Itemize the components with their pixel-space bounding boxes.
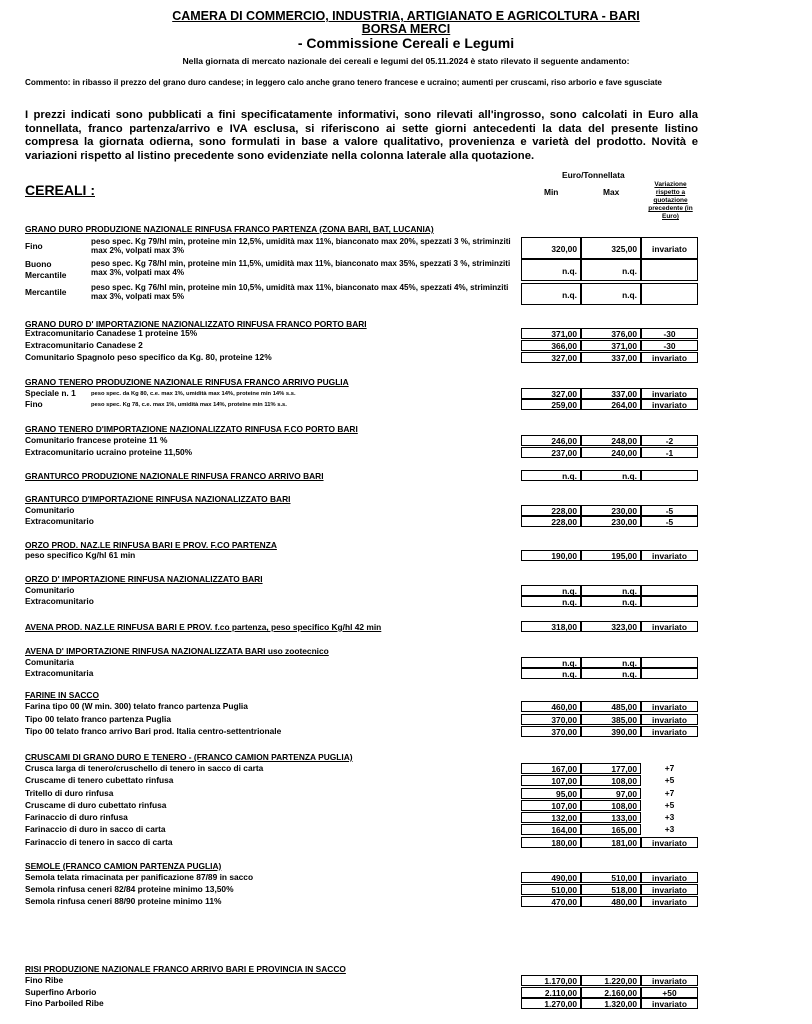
min-price-cell: 327,00 (521, 352, 581, 363)
variation-cell: invariato (641, 237, 698, 259)
max-price-cell: 195,00 (581, 550, 641, 561)
row-description: peso spec. Kg 78, c.e. max 1%, umidità max 14%, proteine min 11% s.s. (91, 402, 287, 408)
min-price-cell: 164,00 (521, 824, 581, 835)
variation-cell (641, 259, 698, 281)
max-price-cell: 325,00 (581, 237, 641, 259)
table-row (25, 975, 698, 986)
variation-cell: +3 (664, 824, 675, 834)
unit-header: Euro/Tonnellata (562, 170, 625, 180)
max-price-cell: 480,00 (581, 896, 641, 907)
max-price-cell: 165,00 (581, 824, 641, 835)
min-price-cell: 490,00 (521, 872, 581, 883)
row-label: Comunitario (25, 585, 75, 595)
max-price-cell: n.q. (581, 596, 641, 607)
variation-cell: invariato (641, 714, 698, 725)
table-row (25, 596, 698, 607)
max-price-cell: 390,00 (581, 726, 641, 737)
table-row (25, 701, 698, 712)
min-price-cell: 371,00 (521, 328, 581, 339)
table-row (25, 352, 698, 363)
max-price-cell: 1.220,00 (581, 975, 641, 986)
variation-cell (641, 668, 698, 679)
table-row (25, 837, 698, 848)
min-price-cell: n.q. (521, 585, 581, 596)
min-price-cell: 107,00 (521, 775, 581, 786)
min-price-cell: 370,00 (521, 714, 581, 725)
row-label: Fino (25, 241, 43, 251)
table-row (25, 447, 698, 458)
min-price-cell: 470,00 (521, 896, 581, 907)
variation-cell: -5 (641, 505, 698, 516)
row-label: Tipo 00 telato franco arrivo Bari prod. Italia centro-settentrionale (25, 726, 282, 736)
row-label: Farinaccio di duro rinfusa (25, 812, 128, 822)
variation-cell: invariato (641, 352, 698, 363)
section-title: RISI PRODUZIONE NAZIONALE FRANCO ARRIVO BARI E PROVINCIA IN SACCO (25, 964, 346, 974)
min-price-cell: 327,00 (521, 388, 581, 399)
max-price-cell: 337,00 (581, 352, 641, 363)
variation-cell: +5 (664, 775, 675, 785)
table-row (25, 726, 698, 737)
min-price-cell: 237,00 (521, 447, 581, 458)
max-price-cell: 181,00 (581, 837, 641, 848)
section-title: FARINE IN SACCO (25, 690, 99, 700)
table-row (25, 237, 698, 259)
commission-title: - Commissione Cereali e Legumi (297, 35, 515, 51)
table-row (25, 775, 698, 786)
variation-cell: -2 (641, 435, 698, 446)
borsa-merci-title: BORSA MERCI (361, 22, 451, 36)
min-price-cell: 460,00 (521, 701, 581, 712)
row-label: Semola rinfusa ceneri 88/90 proteine minimo 11% (25, 896, 222, 906)
min-price-cell: 180,00 (521, 837, 581, 848)
max-price-cell: 240,00 (581, 447, 641, 458)
row-label: Tritello di duro rinfusa (25, 788, 114, 798)
min-price-cell: 228,00 (521, 505, 581, 516)
variation-cell: invariato (641, 975, 698, 986)
variation-cell: invariato (641, 837, 698, 848)
min-price-cell: n.q. (521, 283, 581, 305)
row-label: Extracomunitario ucraino proteine 11,50% (25, 447, 193, 457)
max-price-cell: 97,00 (581, 788, 641, 799)
row-label: Semola telata rimacinata per panificazione 87/89 in sacco (25, 872, 254, 882)
variation-cell: invariato (641, 726, 698, 737)
variation-cell: invariato (641, 621, 698, 632)
row-label: Extracomunitario Canadese 1 proteine 15% (25, 328, 198, 338)
row-label: Extracomunitario (25, 596, 94, 606)
max-price-cell: 177,00 (581, 763, 641, 774)
table-row (25, 340, 698, 351)
table-row (25, 998, 698, 1009)
max-price-cell: n.q. (581, 668, 641, 679)
variation-cell: -1 (641, 447, 698, 458)
variation-cell: invariato (641, 550, 698, 561)
max-price-cell: 264,00 (581, 399, 641, 410)
min-price-cell: 2.110,00 (521, 987, 581, 998)
variation-header: Variazione rispetto a quotazione precedente (in Euro) (648, 181, 693, 220)
table-row (25, 328, 698, 339)
row-label: Superfino Arborio (25, 987, 97, 997)
section-title: GRANTURCO PRODUZIONE NAZIONALE RINFUSA FRANCO ARRIVO BARI (25, 471, 324, 481)
min-price-cell: n.q. (521, 470, 581, 481)
min-price-cell: 167,00 (521, 763, 581, 774)
table-row (25, 657, 698, 668)
table-row (25, 516, 698, 527)
row-label: Extracomunitario (25, 516, 94, 526)
variation-cell: +5 (664, 800, 675, 810)
row-label: Fino Parboiled Ribe (25, 998, 104, 1008)
table-row (25, 585, 698, 596)
row-description: peso spec. da Kg 80, c.e. max 1%, umidità max 14%, proteine min 14% s.s. (91, 391, 296, 397)
row-label: peso specifico Kg/hl 61 min (25, 550, 136, 560)
max-price-cell: 248,00 (581, 435, 641, 446)
row-label: Comunitario (25, 505, 75, 515)
variation-cell: -5 (641, 516, 698, 527)
variation-cell (641, 596, 698, 607)
variation-cell: +7 (664, 763, 675, 773)
min-price-cell: 95,00 (521, 788, 581, 799)
table-row (25, 896, 698, 907)
table-row (25, 714, 698, 725)
variation-cell: +50 (641, 987, 698, 998)
min-price-cell: 510,00 (521, 884, 581, 895)
variation-cell: invariato (641, 896, 698, 907)
section-title: ORZO PROD. NAZ.LE RINFUSA BARI E PROV. F.CO PARTENZA (25, 540, 277, 550)
table-row (25, 812, 698, 823)
max-price-cell: n.q. (581, 585, 641, 596)
table-row (25, 872, 698, 883)
min-price-cell: 132,00 (521, 812, 581, 823)
row-label: Farina tipo 00 (W min. 300) telato franco partenza Puglia (25, 701, 248, 711)
section-title: AVENA D' IMPORTAZIONE RINFUSA NAZIONALIZZATA BARI uso zootecnico (25, 646, 329, 656)
variation-cell (641, 585, 698, 596)
variation-cell: +7 (664, 788, 675, 798)
table-row (25, 505, 698, 516)
min-price-cell: 246,00 (521, 435, 581, 446)
row-label: Cruscame di tenero cubettato rinfusa (25, 775, 174, 785)
section-title: ORZO D' IMPORTAZIONE RINFUSA NAZIONALIZZATO BARI (25, 574, 263, 584)
table-row (25, 399, 698, 410)
max-price-cell: n.q. (581, 283, 641, 305)
max-price-cell: 485,00 (581, 701, 641, 712)
max-header: Max (603, 187, 620, 197)
row-label: Speciale n. 1 (25, 388, 76, 398)
section-title: GRANO DURO PRODUZIONE NAZIONALE RINFUSA FRANCO PARTENZA (ZONA BARI, BAT, LUCANIA) (25, 224, 434, 234)
variation-cell: -30 (641, 340, 698, 351)
variation-cell: invariato (641, 884, 698, 895)
max-price-cell: 510,00 (581, 872, 641, 883)
table-row (25, 259, 698, 281)
max-price-cell: 108,00 (581, 800, 641, 811)
section-title: GRANO DURO D' IMPORTAZIONE NAZIONALIZZATO RINFUSA FRANCO PORTO BARI (25, 319, 367, 329)
row-description: peso spec. Kg 76/hl min, proteine min 10,5%, umidità max 11%, bianconato max 45%, spezzati 4%, striminziti max 3%, volpati max 5% (91, 283, 509, 302)
table-row (25, 550, 698, 561)
row-label: Cruscame di duro cubettato rinfusa (25, 800, 167, 810)
variation-cell: invariato (641, 872, 698, 883)
min-price-cell: n.q. (521, 668, 581, 679)
row-label: Extracomunitaria (25, 668, 94, 678)
row-label: Comunitaria (25, 657, 74, 667)
max-price-cell: n.q. (581, 470, 641, 481)
table-row (25, 788, 698, 799)
row-label: Comunitario francese proteine 11 % (25, 435, 168, 445)
min-price-cell: 107,00 (521, 800, 581, 811)
section-title: AVENA PROD. NAZ.LE RINFUSA BARI E PROV. f.co partenza, peso specifico Kg/hl 42 min (25, 622, 382, 632)
commento: Commento: in ribasso il prezzo del grano duro candese; in leggero calo anche grano tenero francese e ucraino; aumenti per cruscami, riso arborio e fave sgusciate (25, 78, 662, 87)
max-price-cell: 230,00 (581, 516, 641, 527)
variation-cell: invariato (641, 998, 698, 1009)
table-row (25, 388, 698, 399)
row-description: peso spec. Kg 79/hl min, proteine min 12,5%, umidità max 11%, bianconato max 20%, spezzati 3 %, striminziti max 2%, volpati max 3% (91, 237, 511, 256)
variation-cell (641, 283, 698, 305)
table-row (25, 621, 698, 632)
table-row (25, 800, 698, 811)
max-price-cell: 133,00 (581, 812, 641, 823)
min-price-cell: 1.270,00 (521, 998, 581, 1009)
max-price-cell: 323,00 (581, 621, 641, 632)
min-price-cell: 370,00 (521, 726, 581, 737)
max-price-cell: 371,00 (581, 340, 641, 351)
min-price-cell: 259,00 (521, 399, 581, 410)
variation-cell: +3 (664, 812, 675, 822)
max-price-cell: 230,00 (581, 505, 641, 516)
max-price-cell: 518,00 (581, 884, 641, 895)
chamber-title: CAMERA DI COMMERCIO, INDUSTRIA, ARTIGIANATO E AGRICOLTURA - BARI (172, 9, 640, 23)
variation-cell: invariato (641, 701, 698, 712)
variation-cell: invariato (641, 399, 698, 410)
max-price-cell: 2.160,00 (581, 987, 641, 998)
min-header: Min (544, 187, 559, 197)
notice-paragraph: I prezzi indicati sono pubblicati a fini specificatamente informativi, sono rilevati all'ingrosso, sono calcolati in Euro alla tonnellata, franco partenza/arrivo e IVA esclusa, si riferiscono ai sette giorni antecedenti la data del presente listino compresa la giornata odierna, sono formulati in base a valore qualitativo, provenienza e varietà del prodotto. Novità e variazioni rispetto al listino precedente sono evidenziate nella colonna laterale alla quotazione. (25, 109, 698, 162)
table-row (25, 283, 698, 305)
row-label: Farinaccio di duro in sacco di carta (25, 824, 166, 834)
row-label: Buono Mercantile (25, 259, 67, 280)
min-price-cell: 190,00 (521, 550, 581, 561)
min-price-cell: 1.170,00 (521, 975, 581, 986)
section-title: GRANO TENERO D'IMPORTAZIONE NAZIONALIZZATO RINFUSA F.CO PORTO BARI (25, 424, 358, 434)
max-price-cell: n.q. (581, 657, 641, 668)
min-price-cell: 366,00 (521, 340, 581, 351)
table-row (25, 435, 698, 446)
min-price-cell: n.q. (521, 596, 581, 607)
table-row (25, 668, 698, 679)
min-price-cell: 320,00 (521, 237, 581, 259)
row-label: Extracomunitario Canadese 2 (25, 340, 143, 350)
row-label: Fino Ribe (25, 975, 64, 985)
row-label: Crusca larga di tenero/cruschello di tenero in sacco di carta (25, 763, 264, 773)
row-label: Semola rinfusa ceneri 82/84 proteine minimo 13,50% (25, 884, 234, 894)
market-date-line: Nella giornata di mercato nazionale dei cereali e legumi del 05.11.2024 è stato rilevato il seguente andamento: (182, 56, 630, 66)
row-label: Comunitario Spagnolo peso specifico da Kg. 80, proteine 12% (25, 352, 272, 362)
max-price-cell: n.q. (581, 259, 641, 281)
table-row (25, 470, 698, 481)
min-price-cell: 318,00 (521, 621, 581, 632)
min-price-cell: 228,00 (521, 516, 581, 527)
section-title: GRANO TENERO PRODUZIONE NAZIONALE RINFUSA FRANCO ARRIVO PUGLIA (25, 377, 349, 387)
table-row (25, 987, 698, 998)
min-price-cell: n.q. (521, 657, 581, 668)
variation-cell: invariato (641, 388, 698, 399)
table-row (25, 884, 698, 895)
section-title: GRANTURCO D'IMPORTAZIONE RINFUSA NAZIONALIZZATO BARI (25, 494, 291, 504)
max-price-cell: 385,00 (581, 714, 641, 725)
variation-cell (641, 470, 698, 481)
max-price-cell: 337,00 (581, 388, 641, 399)
section-title: SEMOLE (FRANCO CAMION PARTENZA PUGLIA) (25, 861, 222, 871)
cereali-heading: CEREALI : (25, 182, 95, 198)
max-price-cell: 108,00 (581, 775, 641, 786)
table-row (25, 763, 698, 774)
max-price-cell: 1.320,00 (581, 998, 641, 1009)
variation-cell: -30 (641, 328, 698, 339)
row-label: Mercantile (25, 287, 67, 297)
variation-cell (641, 657, 698, 668)
row-label: Tipo 00 telato franco partenza Puglia (25, 714, 171, 724)
row-label: Fino (25, 399, 43, 409)
row-label: Farinaccio di tenero in sacco di carta (25, 837, 173, 847)
row-description: peso spec. Kg 78/hl min, proteine min 11,5%, umidità max 11%, bianconato max 35%, spezzati 3 %, striminziti max 3%, volpati max 4% (91, 259, 511, 278)
min-price-cell: n.q. (521, 259, 581, 281)
table-row (25, 824, 698, 835)
max-price-cell: 376,00 (581, 328, 641, 339)
section-title: CRUSCAMI DI GRANO DURO E TENERO - (FRANCO CAMION PARTENZA PUGLIA) (25, 752, 353, 762)
